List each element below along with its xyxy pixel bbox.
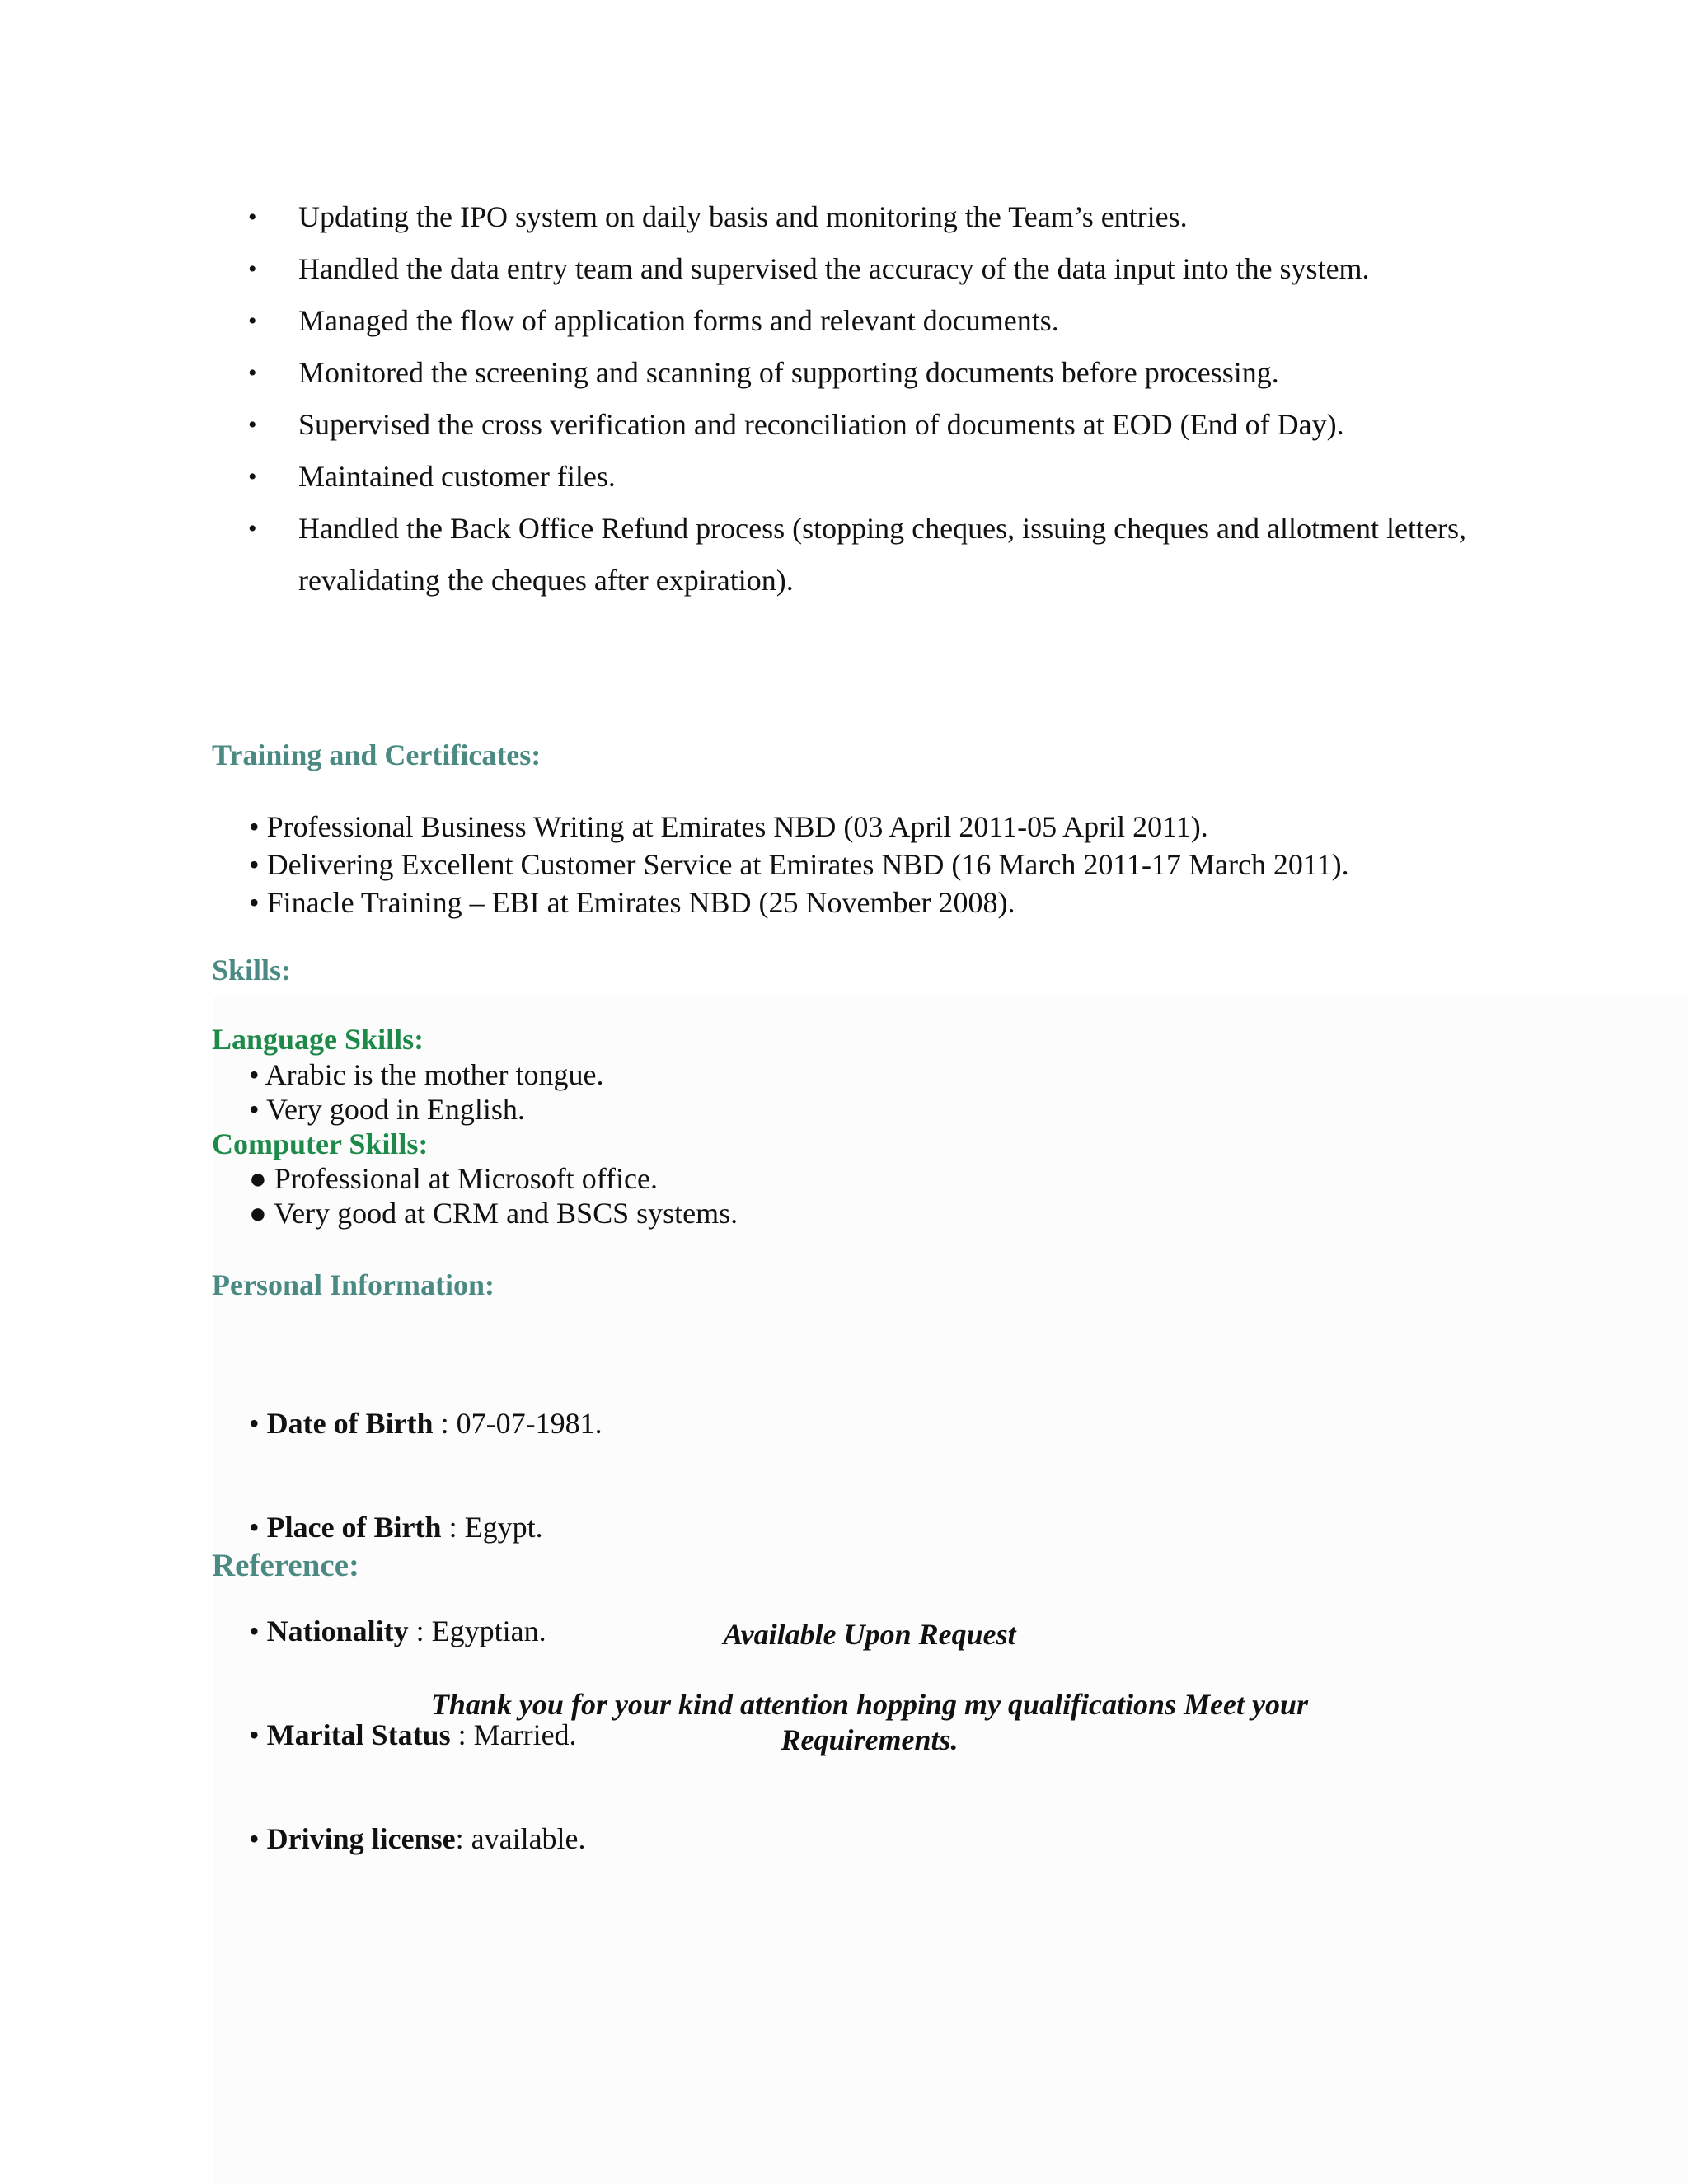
duty-item [0,503,1518,607]
duty-text: Managed the flow of application forms and relevant documents. [298,304,1059,337]
info-value: Egyptian. [431,1615,546,1647]
computer-skills-list [249,1161,738,1230]
training-text: Finacle Training – EBI at Emirates NBD (25 November 2008). [266,886,1015,919]
personal-info-item [249,1510,603,1544]
info-value: available. [471,1822,586,1855]
computer-skills-heading: Computer Skills: [212,1127,429,1160]
computer-skill-item [249,1161,738,1196]
bullet-icon: • [249,848,267,881]
personal-info-item [249,1406,603,1441]
bullet-icon: • [248,515,257,542]
info-separator: : [441,1511,465,1544]
computer-skill-text: Very good at CRM and BSCS systems. [274,1197,738,1230]
bullet-icon: • [249,1615,267,1647]
training-item [249,846,1349,883]
language-skill-text: Very good in English. [265,1093,525,1126]
thank-you-line-2: Requirements. [781,1723,959,1756]
info-value: 07-07-1981. [456,1407,603,1440]
info-separator: : [455,1822,471,1855]
duty-text: Handled the Back Office Refund process (stopping cheques, issuing cheques and allotment letters, revalidating the cheques after expiration). [298,512,1466,597]
bullet-icon: • [249,1093,266,1126]
bullet-icon: • [249,1511,267,1544]
bullet-icon: ● [249,1162,274,1195]
duty-text: Updating the IPO system on daily basis and monitoring the Team’s entries. [298,200,1188,233]
bullet-icon: • [249,1058,265,1091]
training-text: Professional Business Writing at Emirates NBD (03 April 2011-05 April 2011). [266,810,1208,843]
info-label: Driving license [266,1822,456,1855]
training-list [249,808,1349,921]
duty-item [0,451,1518,503]
computer-skill-item [249,1196,738,1230]
training-heading: Training and Certificates: [212,738,542,771]
experience-duties-list [0,191,1688,607]
info-separator: : [433,1407,457,1440]
info-label: Nationality [266,1615,409,1647]
computer-skill-text: Professional at Microsoft office. [274,1162,658,1195]
language-skills-heading: Language Skills: [212,1023,424,1056]
info-separator: : [408,1615,432,1647]
info-value: Egypt. [464,1511,543,1544]
reference-available: Available Upon Request [723,1618,1016,1651]
duty-item [0,191,1518,243]
bullet-icon: • [248,463,257,490]
duty-text: Handled the data entry team and supervised the accuracy of the data input into the system. [298,252,1370,285]
language-skill-item [249,1092,604,1127]
bullet-icon: • [248,255,257,283]
training-item [249,883,1349,921]
thank-you-line-1: Thank you for your kind attention hopping my qualifications Meet your [430,1688,1309,1721]
bullet-icon: • [248,359,257,387]
skills-heading: Skills: [212,954,292,987]
info-label: Date of Birth [266,1407,434,1440]
bullet-icon: • [249,1822,267,1855]
duty-text: Maintained customer files. [298,460,616,493]
bullet-icon: • [248,411,257,438]
bullet-icon: • [248,204,257,231]
duty-text: Monitored the screening and scanning of supporting documents before processing. [298,356,1279,389]
info-separator: : [450,1718,474,1751]
info-value: Married. [473,1718,577,1751]
duty-item [0,243,1518,295]
duty-text: Supervised the cross verification and reconciliation of documents at EOD (End of Day). [298,408,1344,441]
reference-heading: Reference: [212,1548,359,1583]
language-skill-item [249,1057,604,1092]
bullet-icon: ● [249,1197,274,1230]
bullet-icon: • [249,1407,267,1440]
personal-info-item [249,1821,603,1856]
info-label: Place of Birth [266,1511,442,1544]
duty-item [0,399,1518,451]
bullet-icon: • [249,1718,267,1751]
bullet-icon: • [249,886,267,919]
training-item [249,808,1349,846]
duty-item [0,347,1518,399]
bullet-icon: • [248,307,257,335]
language-skills-list [249,1057,604,1127]
language-skill-text: Arabic is the mother tongue. [265,1058,604,1091]
duty-item [0,295,1518,347]
personal-info-heading: Personal Information: [212,1268,495,1301]
bullet-icon: • [249,810,267,843]
training-text: Delivering Excellent Customer Service at Emirates NBD (16 March 2011-17 March 2011). [266,848,1349,881]
info-label: Marital Status [266,1718,451,1751]
